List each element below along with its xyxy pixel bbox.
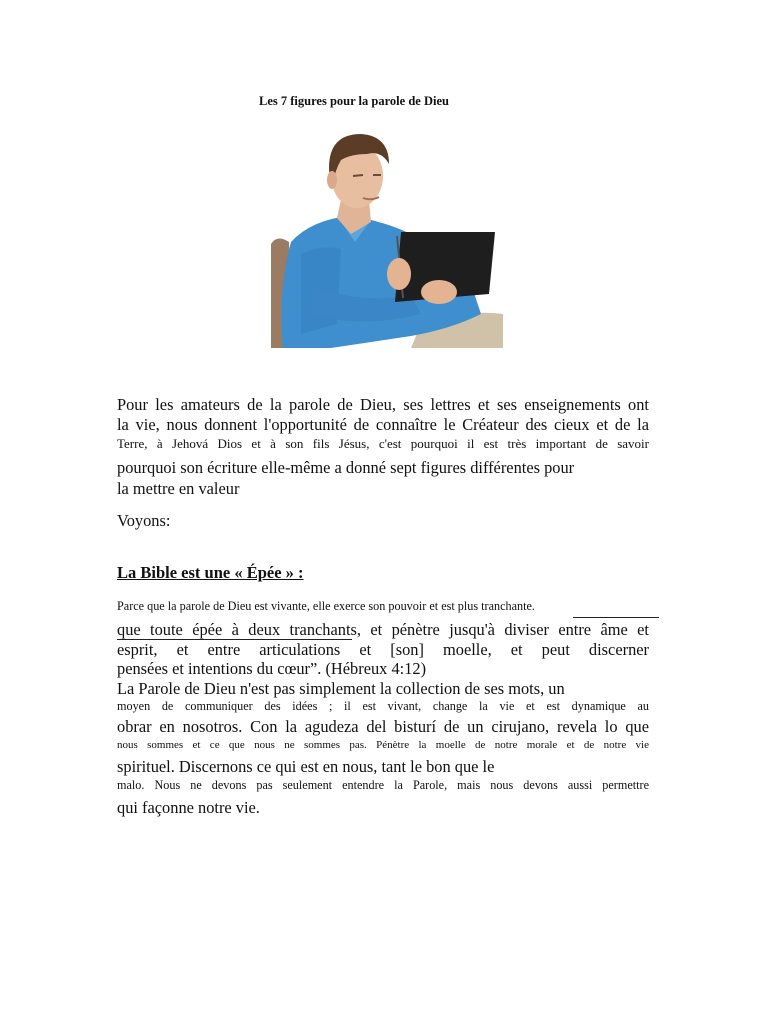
body-line-5: La Parole de Dieu n'est pas simplement la collection de ses mots, un (117, 679, 565, 698)
body-line-4: pensées et intentions du cœur”. (Hébreux 4:12) (117, 659, 427, 678)
section-heading: La Bible est une « Épée » : (117, 563, 304, 582)
intro-line-3: Terre, à Jehová Dios et à son fils Jésus, c'est pourquoi il est très important de savoir (117, 436, 649, 451)
intro-line-2: la vie, nous donnent l'opportunité de connaître le Créateur des cieux et de la (117, 415, 649, 434)
document-title: Les 7 figures pour la parole de Dieu (259, 94, 449, 108)
body-line-9: spirituel. Discernons ce qui est en nous, tant le bon que le (117, 757, 495, 776)
body-line-10: malo. Nous ne devons pas seulement entendre la Parole, mais nous devons aussi permettre (117, 778, 649, 792)
underline-mark (573, 617, 659, 618)
body-line-8: nous sommes et ce que nous ne sommes pas. Pénètre la moelle de notre morale et de notre vie (117, 739, 649, 751)
intro-line-5: la mettre en valeur (117, 479, 240, 498)
body-line-1: Parce que la parole de Dieu est vivante, elle exerce son pouvoir et est plus tranchante. (117, 599, 535, 613)
body-line-3: esprit, et entre articulations et [son] moelle, et peut discerner (117, 640, 649, 659)
body-line-7: obrar en nosotros. Con la agudeza del bisturí de un cirujano, revela lo que (117, 717, 649, 736)
voyons-label: Voyons: (117, 511, 171, 530)
body-line-11: qui façonne notre vie. (117, 798, 260, 817)
man-reading-bible-photo (271, 124, 503, 348)
body-line-2: que toute épée à deux tranchants, et pénètre jusqu'à diviser entre âme et (117, 620, 649, 639)
intro-line-4: pourquoi son écriture elle-même a donné sept figures différentes pour (117, 458, 575, 477)
body-line-6: moyen de communiquer des idées ; il est vivant, change la vie et est dynamique au (117, 699, 649, 713)
intro-line-1: Pour les amateurs de la parole de Dieu, ses lettres et ses enseignements ont (117, 395, 649, 414)
